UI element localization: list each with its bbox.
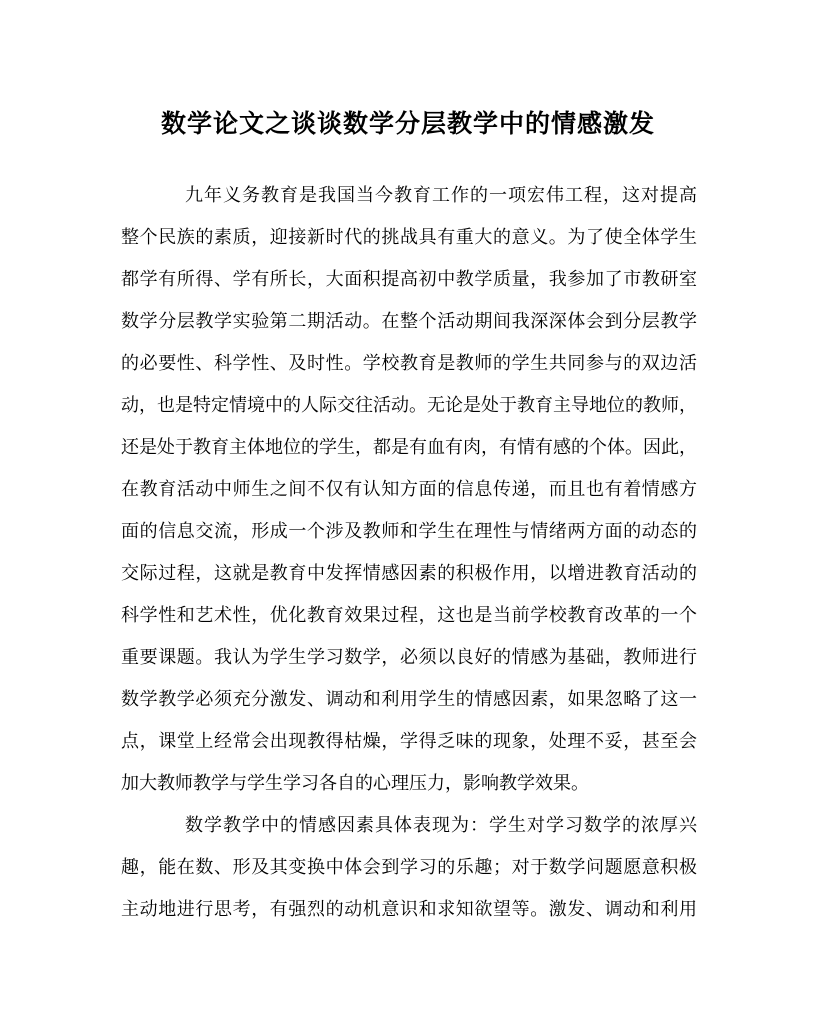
paragraph-1-line: 都学有所得、学有所长，大面积提高初中教学质量，我参加了市教研室 (121, 269, 697, 290)
document-title: 数学论文之谈谈数学分层教学中的情感激发 (160, 109, 655, 138)
paragraph-1-line: 科学性和艺术性，优化教育效果过程，这也是当前学校教育改革的一个 (121, 605, 697, 626)
paragraph-1-line: 面的信息交流，形成一个涉及教师和学生在理性与情绪两方面的动态的 (121, 521, 697, 542)
paragraph-1-line: 的必要性、科学性、及时性。学校教育是教师的学生共同参与的双边活 (121, 353, 697, 374)
paragraph-1-line: 在教育活动中师生之间不仅有认知方面的信息传递，而且也有着情感方 (121, 479, 697, 500)
paragraph-2-line: 趣，能在数、形及其变换中体会到学习的乐趣；对于数学问题愿意积极 (121, 857, 697, 878)
paragraph-1-line: 重要课题。我认为学生学习数学，必须以良好的情感为基础，教师进行 (121, 647, 697, 668)
paragraph-1-line: 动，也是特定情境中的人际交往活动。无论是处于教育主导地位的教师， (121, 395, 697, 416)
paragraph-1-line: 整个民族的素质，迎接新时代的挑战具有重大的意义。为了使全体学生 (121, 227, 697, 248)
paragraph-1-line: 数学教学必须充分激发、调动和利用学生的情感因素，如果忽略了这一 (121, 689, 697, 710)
paragraph-1-line: 还是处于教育主体地位的学生，都是有血有肉，有情有感的个体。因此， (121, 437, 697, 458)
paragraph-2-line: 数学教学中的情感因素具体表现为：学生对学习数学的浓厚兴 (185, 815, 697, 836)
paragraph-1-line: 数学分层教学实验第二期活动。在整个活动期间我深深体会到分层教学 (121, 311, 697, 332)
paragraph-1-line: 加大教师教学与学生学习各自的心理压力，影响教学效果。 (121, 773, 589, 794)
paragraph-1-line: 交际过程，这就是教育中发挥情感因素的积极作用，以增进教育活动的 (121, 563, 697, 584)
paragraph-2-line: 主动地进行思考，有强烈的动机意识和求知欲望等。激发、调动和利用 (121, 899, 697, 920)
paragraph-1-line: 点，课堂上经常会出现教得枯燥，学得乏味的现象，处理不妥，甚至会 (121, 731, 697, 752)
paragraph-1-line: 九年义务教育是我国当今教育工作的一项宏伟工程，这对提高 (185, 185, 697, 206)
